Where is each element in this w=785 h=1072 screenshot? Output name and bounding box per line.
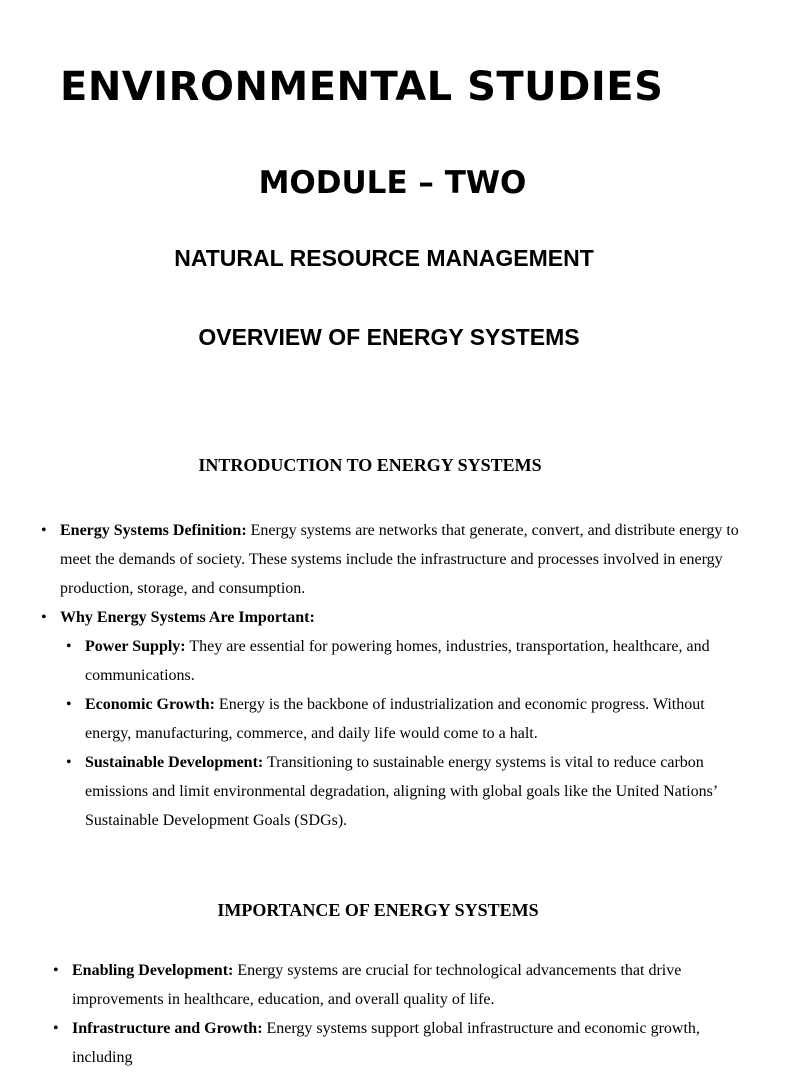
section-heading-introduction: INTRODUCTION TO ENERGY SYSTEMS [198,455,542,475]
bullet-icon: • [53,1020,59,1037]
bullet-icon: • [41,609,47,626]
item-text: Energy systems support global infrastructure and economic growth, including [72,1020,700,1066]
item-label: Infrastructure and Growth: [72,1020,263,1037]
bullet-icon: • [53,962,59,979]
item-text: Energy is the backbone of industrialization and economic progress. Without energy, manufacturing, commerce, and daily life would come to a halt. [85,696,705,742]
introduction-list [41,516,740,835]
sublist-item [66,690,730,748]
list-item [53,1014,740,1072]
list-item [41,516,740,603]
list-item [53,956,740,1014]
importance-list [53,956,740,1072]
bullet-icon: • [66,696,72,713]
list-item [41,603,740,835]
item-label: Why Energy Systems Are Important: [60,609,315,626]
item-text: They are essential for powering homes, industries, transportation, healthcare, and communications. [85,638,710,684]
item-text: Energy systems are crucial for technological advancements that drive improvements in healthcare, education, and overall quality of life. [72,962,682,1008]
item-label: Sustainable Development: [85,754,264,771]
sublist-item [66,748,730,835]
subtitle-heading: NATURAL RESOURCE MANAGEMENT [174,245,594,271]
item-text: Transitioning to sustainable energy systems is vital to reduce carbon emissions and limit environmental degradation, aligning with global goals like the United Nations’ Sustainable Development Goals (SDGs). [85,754,718,829]
module-heading: MODULE – TWO [258,165,527,201]
bullet-icon: • [41,522,47,539]
importance-sublist [66,632,730,835]
bullet-icon: • [66,638,72,655]
item-label: Power Supply: [85,638,186,655]
bullet-icon: • [66,754,72,771]
item-label: Energy Systems Definition: [60,522,247,539]
sublist-item [66,632,730,690]
section-heading-importance: IMPORTANCE OF ENERGY SYSTEMS [217,900,539,920]
item-text: Energy systems are networks that generate, convert, and distribute energy to meet the demands of society. These systems include the infrastructure and processes involved in energy production, storage, and consumption. [60,522,739,597]
document-title: ENVIRONMENTAL STUDIES [60,64,664,110]
item-label: Enabling Development: [72,962,234,979]
item-label: Economic Growth: [85,696,215,713]
topic-heading: OVERVIEW OF ENERGY SYSTEMS [198,324,580,350]
